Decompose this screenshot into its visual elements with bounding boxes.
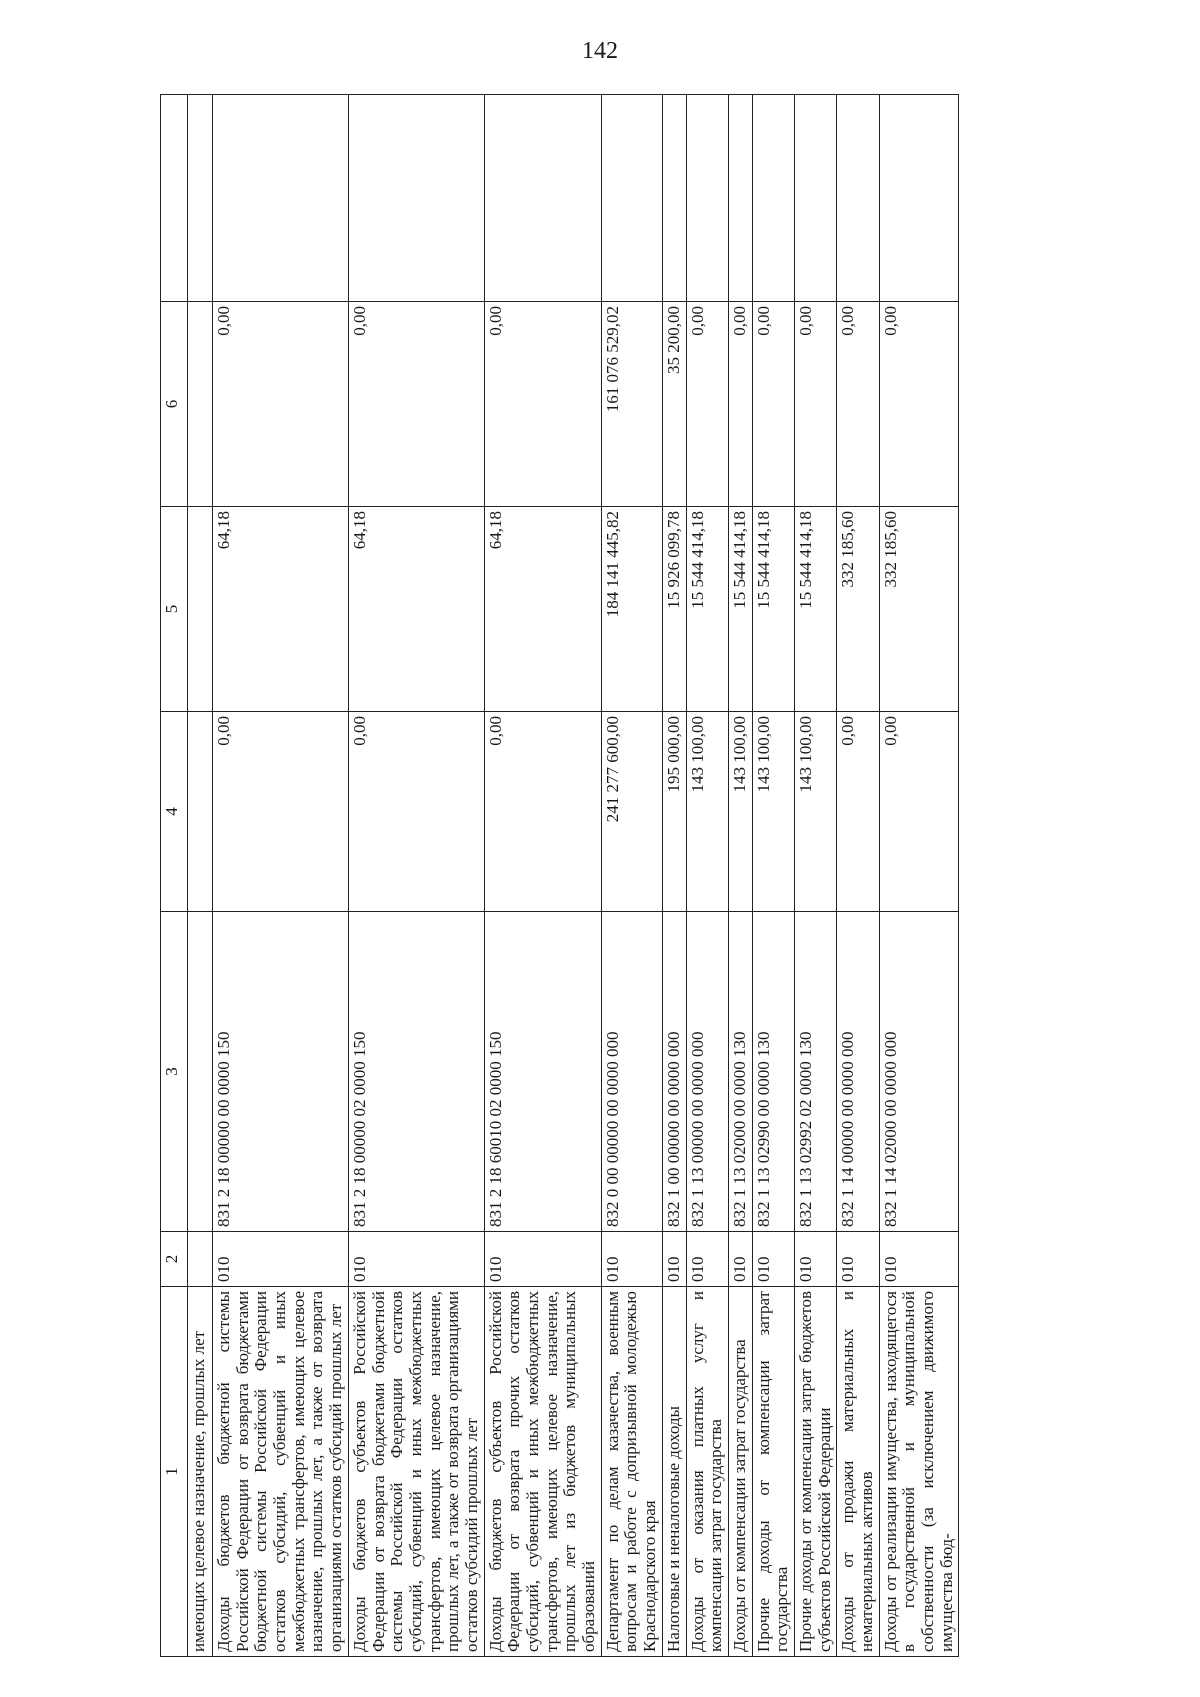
header-row xyxy=(161,95,188,1657)
cell-col5: 15 926 099,78 xyxy=(662,507,686,712)
cell-name: Доходы бюджетов субъектов Российской Федерации от возврата бюджетами бюджетной системы Российской Федерации остатков субсидий, субвенций и иных межбюджетных трансфертов, имеющих целевое назначение, прошлых лет, а также от возврата организациями остатков субсидий прошлых лет xyxy=(348,1287,484,1657)
cell-col4: 0,00 xyxy=(484,712,601,912)
cell-col6: 0,00 xyxy=(484,302,601,507)
cell-col5: 64,18 xyxy=(484,507,601,712)
cell-code: 010 xyxy=(794,1232,836,1287)
cell-col4: 195 000,00 xyxy=(662,712,686,912)
cell-kbk: 832 1 13 02992 02 0000 130 xyxy=(794,912,836,1232)
cell-col5: 15 544 414,18 xyxy=(728,507,752,712)
table-row xyxy=(752,95,794,1657)
cell-col6: 0,00 xyxy=(879,302,959,507)
cell-col6: 161 076 529,02 xyxy=(601,302,662,507)
table-row xyxy=(601,95,662,1657)
revenue-table xyxy=(160,94,959,1657)
cell-kbk: 832 1 00 00000 00 0000 000 xyxy=(662,912,686,1232)
cell-col5: 15 544 414,18 xyxy=(752,507,794,712)
cell-kbk: 831 2 18 00000 02 0000 150 xyxy=(348,912,484,1232)
cell-name: Налоговые и неналоговые доходы xyxy=(662,1287,686,1657)
table-row-continuation xyxy=(188,95,213,1657)
cell-name: Прочие доходы от компенсации затрат государства xyxy=(752,1287,794,1657)
header-col-5: 5 xyxy=(161,507,188,712)
cell-code: 010 xyxy=(601,1232,662,1287)
cell-col4: 0,00 xyxy=(348,712,484,912)
cell-name: имеющих целевое назначение, прошлых лет xyxy=(188,1287,213,1657)
cell-code: 010 xyxy=(662,1232,686,1287)
header-col-6: 6 xyxy=(161,302,188,507)
cell-col6: 0,00 xyxy=(686,302,728,507)
cell-col4: 143 100,00 xyxy=(686,712,728,912)
cell-name: Доходы бюджетов бюджетной системы Российской Федерации от возврата бюджетами бюджетной системы Российской Федерации остатков субсидий, субвенций и иных межбюджетных трансфертов, имеющих целевое назначение, прошлых лет, а также от возврата организациями остатков субсидий прошлых лет xyxy=(213,1287,349,1657)
cell-extra xyxy=(348,95,484,302)
cell-col4: 143 100,00 xyxy=(752,712,794,912)
cell-name: Доходы бюджетов субъектов Российской Федерации от возврата прочих остатков субсидий, субвенций и иных межбюджетных трансфертов, имеющих целевое назначение, прошлых лет из бюджетов муниципальных образований xyxy=(484,1287,601,1657)
header-col-3: 3 xyxy=(161,912,188,1232)
cell-name: Доходы от реализации имущества, находящегося в государственной и муниципальной собственности (за исключением движимого имущества бюд- xyxy=(879,1287,959,1657)
cell-extra xyxy=(728,95,752,302)
cell-kbk: 832 1 14 02000 00 0000 000 xyxy=(879,912,959,1232)
table-row xyxy=(484,95,601,1657)
cell-col6: 0,00 xyxy=(348,302,484,507)
cell-kbk: 832 1 14 00000 00 0000 000 xyxy=(837,912,879,1232)
cell-col5: 15 544 414,18 xyxy=(794,507,836,712)
cell-extra xyxy=(188,95,213,302)
cell-extra xyxy=(213,95,349,302)
cell-code: 010 xyxy=(728,1232,752,1287)
cell-name: Доходы от продажи материальных и нематериальных активов xyxy=(837,1287,879,1657)
cell-code: 010 xyxy=(837,1232,879,1287)
cell-col4: 143 100,00 xyxy=(728,712,752,912)
cell-col6: 0,00 xyxy=(213,302,349,507)
cell-name: Департамент по делам казачества, военным вопросам и работе с допризывной молодежью Краснодарского края xyxy=(601,1287,662,1657)
cell-col5: 15 544 414,18 xyxy=(686,507,728,712)
cell-col4 xyxy=(188,712,213,912)
cell-name: Доходы от оказания платных услуг и компенсации затрат государства xyxy=(686,1287,728,1657)
header-col-extra xyxy=(161,95,188,302)
cell-col6 xyxy=(188,302,213,507)
cell-extra xyxy=(484,95,601,302)
cell-kbk: 832 1 13 02990 00 0000 130 xyxy=(752,912,794,1232)
cell-kbk: 831 2 18 60010 02 0000 150 xyxy=(484,912,601,1232)
cell-code: 010 xyxy=(348,1232,484,1287)
cell-col4: 0,00 xyxy=(213,712,349,912)
table-row xyxy=(837,95,879,1657)
page-number: 142 xyxy=(582,38,618,64)
cell-kbk xyxy=(188,912,213,1232)
cell-name: Доходы от компенсации затрат государства xyxy=(728,1287,752,1657)
cell-col5: 332 185,60 xyxy=(879,507,959,712)
table-row xyxy=(213,95,349,1657)
cell-kbk: 832 1 13 02000 00 0000 130 xyxy=(728,912,752,1232)
cell-code: 010 xyxy=(213,1232,349,1287)
cell-col6: 0,00 xyxy=(752,302,794,507)
table-row xyxy=(879,95,959,1657)
cell-col6: 0,00 xyxy=(794,302,836,507)
header-col-2: 2 xyxy=(161,1232,188,1287)
cell-code: 010 xyxy=(752,1232,794,1287)
cell-col4: 0,00 xyxy=(837,712,879,912)
header-col-4: 4 xyxy=(161,712,188,912)
cell-col5 xyxy=(188,507,213,712)
rotated-table-wrapper xyxy=(160,95,1130,1657)
table-row xyxy=(348,95,484,1657)
cell-col5: 332 185,60 xyxy=(837,507,879,712)
cell-col5: 64,18 xyxy=(213,507,349,712)
cell-col5: 64,18 xyxy=(348,507,484,712)
cell-col4: 143 100,00 xyxy=(794,712,836,912)
cell-kbk: 832 1 13 00000 00 0000 000 xyxy=(686,912,728,1232)
cell-kbk: 832 0 00 00000 00 0000 000 xyxy=(601,912,662,1232)
table-row xyxy=(728,95,752,1657)
cell-col4: 0,00 xyxy=(879,712,959,912)
table-row xyxy=(686,95,728,1657)
cell-extra xyxy=(837,95,879,302)
table-row xyxy=(662,95,686,1657)
cell-col6: 35 200,00 xyxy=(662,302,686,507)
cell-extra xyxy=(879,95,959,302)
cell-extra xyxy=(601,95,662,302)
cell-extra xyxy=(686,95,728,302)
cell-code: 010 xyxy=(484,1232,601,1287)
cell-kbk: 831 2 18 00000 00 0000 150 xyxy=(213,912,349,1232)
cell-code xyxy=(188,1232,213,1287)
cell-col6: 0,00 xyxy=(728,302,752,507)
cell-name: Прочие доходы от компенсации затрат бюджетов субъектов Российской Федерации xyxy=(794,1287,836,1657)
cell-col6: 0,00 xyxy=(837,302,879,507)
table-row xyxy=(794,95,836,1657)
header-col-1: 1 xyxy=(161,1287,188,1657)
cell-col5: 184 141 445,82 xyxy=(601,507,662,712)
cell-col4: 241 277 600,00 xyxy=(601,712,662,912)
cell-extra xyxy=(662,95,686,302)
cell-code: 010 xyxy=(686,1232,728,1287)
cell-extra xyxy=(752,95,794,302)
cell-code: 010 xyxy=(879,1232,959,1287)
cell-extra xyxy=(794,95,836,302)
